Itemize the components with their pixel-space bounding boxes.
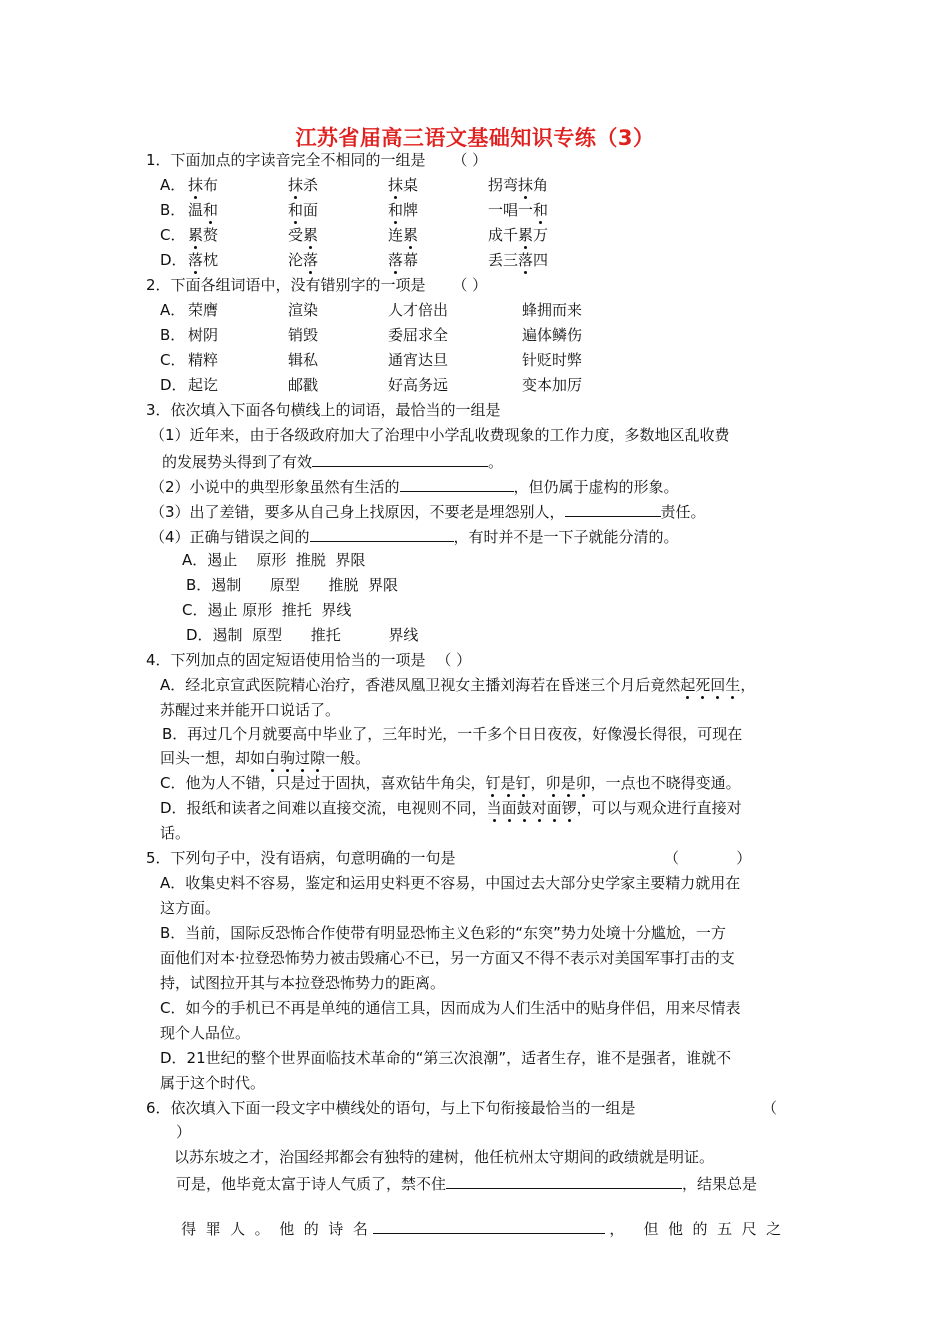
option-word: 累赘 <box>188 226 219 244</box>
option-word: 连累 <box>388 226 419 244</box>
q3-sentence-1b: 的发展势头得到了有效 。 <box>162 450 503 472</box>
option-word: 树阴 <box>188 326 219 344</box>
option-word: 抹杀 <box>288 176 319 194</box>
q4-option-d-line2: 话。 <box>160 824 191 842</box>
blank-line <box>400 475 514 492</box>
option-word: 好高务远 <box>388 376 449 394</box>
q3-option-a: A．遏止 原形 推脱 界限 <box>182 551 366 569</box>
document-title: 江苏省届高三语文基础知识专练（3） <box>295 126 655 150</box>
option-word: 和牌 <box>388 201 419 219</box>
option-word: 精粹 <box>188 351 219 369</box>
emphasized-phrase: 当面鼓对面锣 <box>486 799 577 817</box>
option-word: 变本加厉 <box>522 376 583 394</box>
q5-option-d-line2: 属于这个时代。 <box>160 1074 266 1092</box>
blank-line <box>565 500 661 517</box>
q3-sentence-4: （4）正确与错误之间的 ，有时并不是一下子就能分清的。 <box>150 525 679 547</box>
q5-option-b-line2: 面他们对本·拉登恐怖势力被击毁痛心不已，另一方面又不得不表示对美国军事打击的支 <box>160 949 735 967</box>
option-word: 销毁 <box>288 326 319 344</box>
option-letter: C． <box>160 226 186 244</box>
q5-option-b-line1: B．当前，国际反恐怖合作使带有明显恐怖主义色彩的“东突”势力处境十分尴尬，一方 <box>160 924 726 942</box>
option-word: 遍体鳞伤 <box>522 326 583 344</box>
option-word: 丢三落四 <box>488 251 549 269</box>
blank-line <box>446 1172 682 1189</box>
option-word: 受累 <box>288 226 319 244</box>
q4-option-a-line2: 苏醒过来并能开口说话了。 <box>160 701 341 719</box>
q6-paragraph-3: 得 罪 人 。 他 的 诗 名 ， 但 他 的 五 尺 之 <box>162 1197 781 1259</box>
blank-line <box>310 525 454 542</box>
q5-option-a-line2: 这方面。 <box>160 899 221 917</box>
q4-option-d-line1: D．报纸和读者之间难以直接交流，电视则不同，当面鼓对面锣，可以与观众进行直接对 <box>160 799 742 817</box>
option-letter: A． <box>160 176 186 194</box>
option-letter: B． <box>160 326 186 344</box>
emphasized-phrase: 钉是钉，卯是卯 <box>485 774 591 792</box>
q6-answer-paren-open: （ <box>762 1099 778 1117</box>
q5-option-c-line1: C．如今的手机已不再是单纯的通信工具，因而成为人们生活中的贴身伴侣，用来尽情表 <box>160 999 741 1017</box>
blank-line <box>373 1217 605 1234</box>
q5-option-a-line1: A．收集史料不容易，鉴定和运用史料更不容易，中国过去大部分史学家主要精力就用在 <box>160 874 741 892</box>
q3-option-c: C．遏止 原形 推托 界线 <box>182 601 352 619</box>
option-word: 和面 <box>288 201 319 219</box>
q2-stem: 2．下面各组词语中，没有错别字的一项是 （ ） <box>146 276 488 294</box>
q5-option-d-line1: D．21世纪的整个世界面临技术革命的“第三次浪潮”，适者生存，谁不是强者，谁就不 <box>160 1049 732 1067</box>
q3-option-d: D．遏制 原型 推托 界线 <box>186 626 419 644</box>
q4-stem: 4．下列加点的固定短语使用恰当的一项是 （ ） <box>146 651 472 669</box>
option-word: 抹桌 <box>388 176 419 194</box>
q6-stem: 6．依次填入下面一段文字中横线处的语句，与上下句衔接最恰当的一组是 <box>146 1099 636 1117</box>
option-word: 起讫 <box>188 376 219 394</box>
option-word: 一唱一和 <box>488 201 549 219</box>
q5-stem: 5．下列句子中，没有语病，句意明确的一句是 <box>146 849 456 867</box>
option-word: 落枕 <box>188 251 219 269</box>
q3-sentence-1a: （1）近年来，由于各级政府加大了治理中小学乱收费现象的工作力度，多数地区乱收费 <box>150 426 730 444</box>
option-word: 邮戳 <box>288 376 319 394</box>
q1-stem: 1．下面加点的字读音完全不相同的一组是 （ ） <box>146 151 488 169</box>
q5-option-c-line2: 现个人品位。 <box>160 1024 251 1042</box>
q5-answer-paren: （ ） <box>664 849 752 867</box>
option-letter: C． <box>160 351 186 369</box>
emphasized-phrase: 起死回生 <box>680 676 741 694</box>
q4-option-a-line1: A．经北京宣武医院精心治疗，香港凤凰卫视女主播刘海若在昏迷三个月后竟然起死回生， <box>160 676 756 694</box>
option-word: 沦落 <box>288 251 319 269</box>
q4-option-c: C．他为人不错，只是过于固执，喜欢钻牛角尖，钉是钉，卯是卯，一点也不晓得变通。 <box>160 774 741 792</box>
q3-sentence-2: （2）小说中的典型形象虽然有生活的 ，但仍属于虚构的形象。 <box>150 475 679 497</box>
option-word: 蜂拥而来 <box>522 301 583 319</box>
option-letter: B． <box>160 201 186 219</box>
option-letter: A． <box>160 301 186 319</box>
q3-sentence-3: （3）出了差错，要多从自己身上找原因，不要老是埋怨别人， 责任。 <box>150 500 706 522</box>
option-word: 针贬时弊 <box>522 351 583 369</box>
q3-stem: 3．依次填入下面各句横线上的词语，最恰当的一组是 <box>146 401 501 419</box>
q6-answer-paren-close: ） <box>176 1123 192 1141</box>
option-letter: D． <box>160 251 187 269</box>
option-word: 通宵达旦 <box>388 351 449 369</box>
option-word: 人才倍出 <box>388 301 449 319</box>
q6-paragraph-2: 可是，他毕竟太富于诗人气质了，禁不住 ，结果总是 <box>176 1172 757 1194</box>
emphasized-phrase: 白驹过隙 <box>265 749 326 767</box>
option-word: 落幕 <box>388 251 419 269</box>
option-word: 拐弯抹角 <box>488 176 549 194</box>
q4-option-b-line1: B．再过几个月就要高中毕业了，三年时光，一千多个日日夜夜，好像漫长得很，可现在 <box>162 725 743 743</box>
option-word: 荣膺 <box>188 301 219 319</box>
q3-option-b: B．遏制 原型 推脱 界限 <box>186 576 399 594</box>
option-letter: D． <box>160 376 187 394</box>
option-word: 成千累万 <box>488 226 549 244</box>
option-word: 抹布 <box>188 176 219 194</box>
option-word: 温和 <box>188 201 219 219</box>
option-word: 委屈求全 <box>388 326 449 344</box>
q6-paragraph-1: 以苏东坡之才，治国经邦都会有独特的建树，他任杭州太守期间的政绩就是明证。 <box>174 1148 715 1166</box>
blank-line <box>312 450 488 467</box>
option-word: 渲染 <box>288 301 319 319</box>
q4-option-b-line2: 回头一想，却如白驹过隙一般。 <box>160 749 371 767</box>
option-word: 辑私 <box>288 351 319 369</box>
q5-option-b-line3: 持，试图拉开其与本拉登恐怖势力的距离。 <box>160 974 446 992</box>
